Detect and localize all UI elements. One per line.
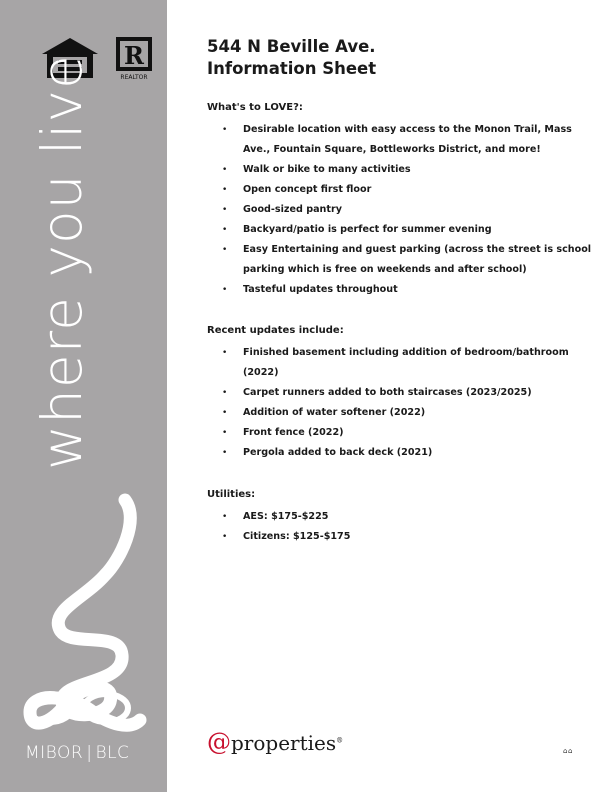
mibor-text: MIBOR — [25, 743, 84, 763]
love-list — [207, 120, 592, 300]
realtor-icon — [115, 36, 153, 80]
svg-text:R: R — [124, 41, 144, 70]
list-item: • Walk or bike to many activities — [207, 160, 592, 180]
registered-mark: ® — [336, 736, 344, 745]
list-item: • Backyard/patio is perfect for summer evening — [207, 220, 592, 240]
sidebar-tagline: where you live — [30, 54, 94, 470]
blc-text: BLC — [95, 743, 130, 763]
list-item: • Citizens: $125-$175 — [207, 527, 592, 547]
section-heading-updates: Recent updates include: — [207, 325, 344, 336]
list-item: • Easy Entertaining and guest parking (across the street is school parking which is free on weekends and after school) — [207, 240, 592, 280]
at-properties-logo — [207, 728, 343, 756]
logo-divider: | — [86, 743, 93, 763]
updates-list — [207, 343, 592, 463]
list-item: • AES: $175-$225 — [207, 507, 592, 527]
list-item: • Desirable location with easy access to the Monon Trail, Mass Ave., Fountain Square, Bottleworks District, and more! — [207, 120, 592, 160]
list-item: • Good-sized pantry — [207, 200, 592, 220]
page-title — [207, 36, 376, 80]
list-item: • Addition of water softener (2022) — [207, 403, 592, 423]
list-item: • Front fence (2022) — [207, 423, 592, 443]
list-item: • Tasteful updates throughout — [207, 280, 592, 300]
list-item: • Open concept first floor — [207, 180, 592, 200]
section-heading-love: What's to LOVE?: — [207, 102, 303, 113]
svg-text:REALTOR: REALTOR — [120, 74, 148, 80]
list-item: • Finished basement including addition of bedroom/bathroom (2022) — [207, 343, 592, 383]
brand-name: properties — [231, 731, 337, 755]
utilities-list — [207, 507, 592, 547]
mibor-blc-logo — [25, 743, 129, 763]
equal-housing-small-icon: ⌂⌂ — [563, 747, 573, 755]
list-item: • Pergola added to back deck (2021) — [207, 443, 592, 463]
at-symbol: @ — [207, 728, 231, 756]
sidebar-panel — [0, 0, 167, 792]
section-heading-utilities: Utilities: — [207, 489, 256, 500]
title-subtitle: Information Sheet — [207, 59, 377, 78]
list-item: • Carpet runners added to both staircases (2023/2025) — [207, 383, 592, 403]
love-script-graphic — [10, 480, 160, 740]
title-address: 544 N Beville Ave. — [207, 37, 376, 56]
